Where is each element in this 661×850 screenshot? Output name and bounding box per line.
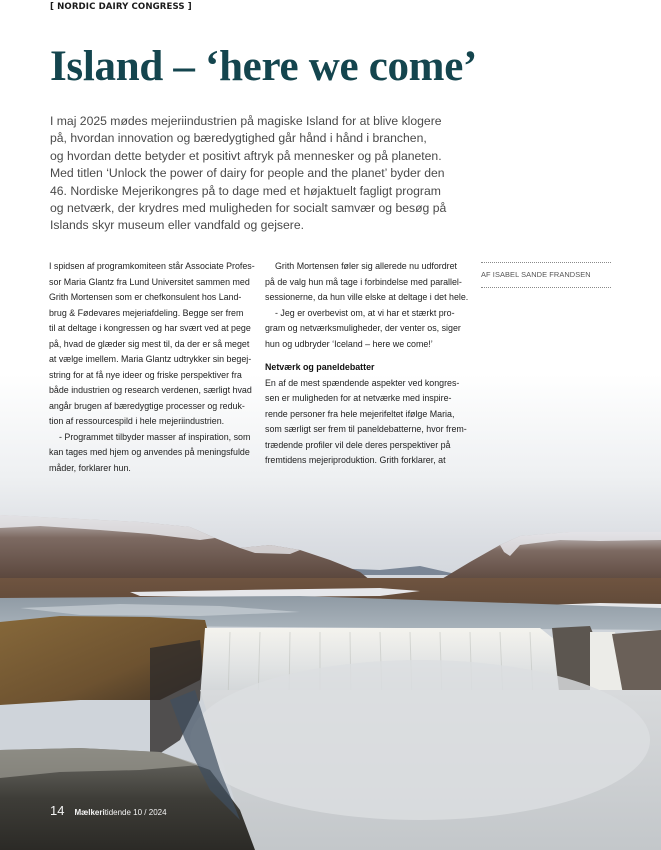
body-line: tion af ressourcespild i hele mejeriindustrien. [49,416,225,426]
page-footer [50,803,167,818]
lead-line: og netværk, der krydres med muligheden for socialt samvær og besøg på [50,201,447,216]
body-line: trædende profiler vil dele deres perspektiver på [265,439,451,450]
publication-issue: tidende 10 / 2024 [104,808,167,817]
publication-name [74,808,166,817]
lead-line: på, hvordan innovation og bæredygtighed går hånd i hånd i branchen, [50,131,427,146]
lead-paragraph [50,113,447,235]
publication-name-bold: Mælkeri [74,808,105,817]
body-line: sen er muligheden for at netværke med inspire- [265,393,452,403]
body-column-1 [49,259,259,476]
section-tag: [ NORDIC DAIRY CONGRESS ] [50,2,192,12]
body-line: på, hvad de glæder sig mest til, da der er så meget [49,338,250,349]
body-line: Grith Mortensen som er chefkonsulent hos Land- [49,292,242,302]
body-line: rende personer fra hele mejerifeltet ifølge Maria, [265,408,455,419]
body-line: I spidsen af programkomiteen står Associate Profes- [49,261,255,271]
body-line: sor Maria Glantz fra Lund Universitet sammen med [49,276,250,287]
body-line: til at deltage i kongressen og har svært ved at pege [49,323,251,333]
lead-line: og hvordan dette betyder et positivt aftryk på mennesker og på planeten. [50,148,442,163]
body-line: både industrien og research verdenen, særligt hvad [49,385,252,395]
body-line: Grith Mortensen føler sig allerede nu udfordret [275,261,458,271]
body-line: - Jeg er overbevist om, at vi har et stærkt pro- [275,307,455,318]
body-line: på de valg hun må tage i forbindelse med parallel- [265,276,462,287]
subheading: Netværk og paneldebatter [265,362,375,372]
author-name: AF ISABEL SANDE FRANDSEN [481,270,591,279]
lead-line: Med titlen ‘Unlock the power of dairy for people and the planet’ byder den [50,166,445,181]
lead-line: I maj 2025 mødes mejeriindustrien på magiske Island for at blive klogere [50,114,442,128]
page-number: 14 [50,803,65,818]
body-line: som særligt ser frem til paneldebatterne, hvor frem- [265,424,467,434]
body-column-2 [265,259,475,469]
article-title: Island – ‘here we come’ [50,43,478,90]
body-line: En af de mest spændende aspekter ved kongres- [265,377,460,388]
body-line: string for at få nye ideer og friske perspektiver fra [49,369,242,380]
body-line: kan tages med hjem og anvendes på meningsfulde [49,447,250,457]
body-line: måder, forklarer hun. [49,462,131,473]
body-line: - Programmet tilbyder masser af inspiration, som [59,431,251,442]
body-line: fremtidens mejeriproduktion. Grith forklarer, at [265,455,446,465]
byline-rule-bottom [481,287,611,288]
body-line: sessionerne, da hun ville elske at deltage i det hele. [265,292,469,302]
lead-line: Islands skyr museum eller vandfald og gejsere. [50,218,305,233]
body-line: brug & Fødevares mejeriafdeling. Begge ser frem [49,307,244,318]
body-line: gram og netværksmuligheder, der venter os, siger [265,323,461,333]
body-line: hun og udbryder ‘Iceland – here we come!’ [265,338,433,349]
lead-line: 46. Nordiske Mejerikongres på to dage med et højaktuelt fagligt program [50,183,441,198]
body-line: angår brugen af bæredygtige processer og reduk- [49,400,245,411]
byline [481,262,611,288]
body-line: at vælge imellem. Maria Glantz udtrykker sin begej- [49,354,252,364]
